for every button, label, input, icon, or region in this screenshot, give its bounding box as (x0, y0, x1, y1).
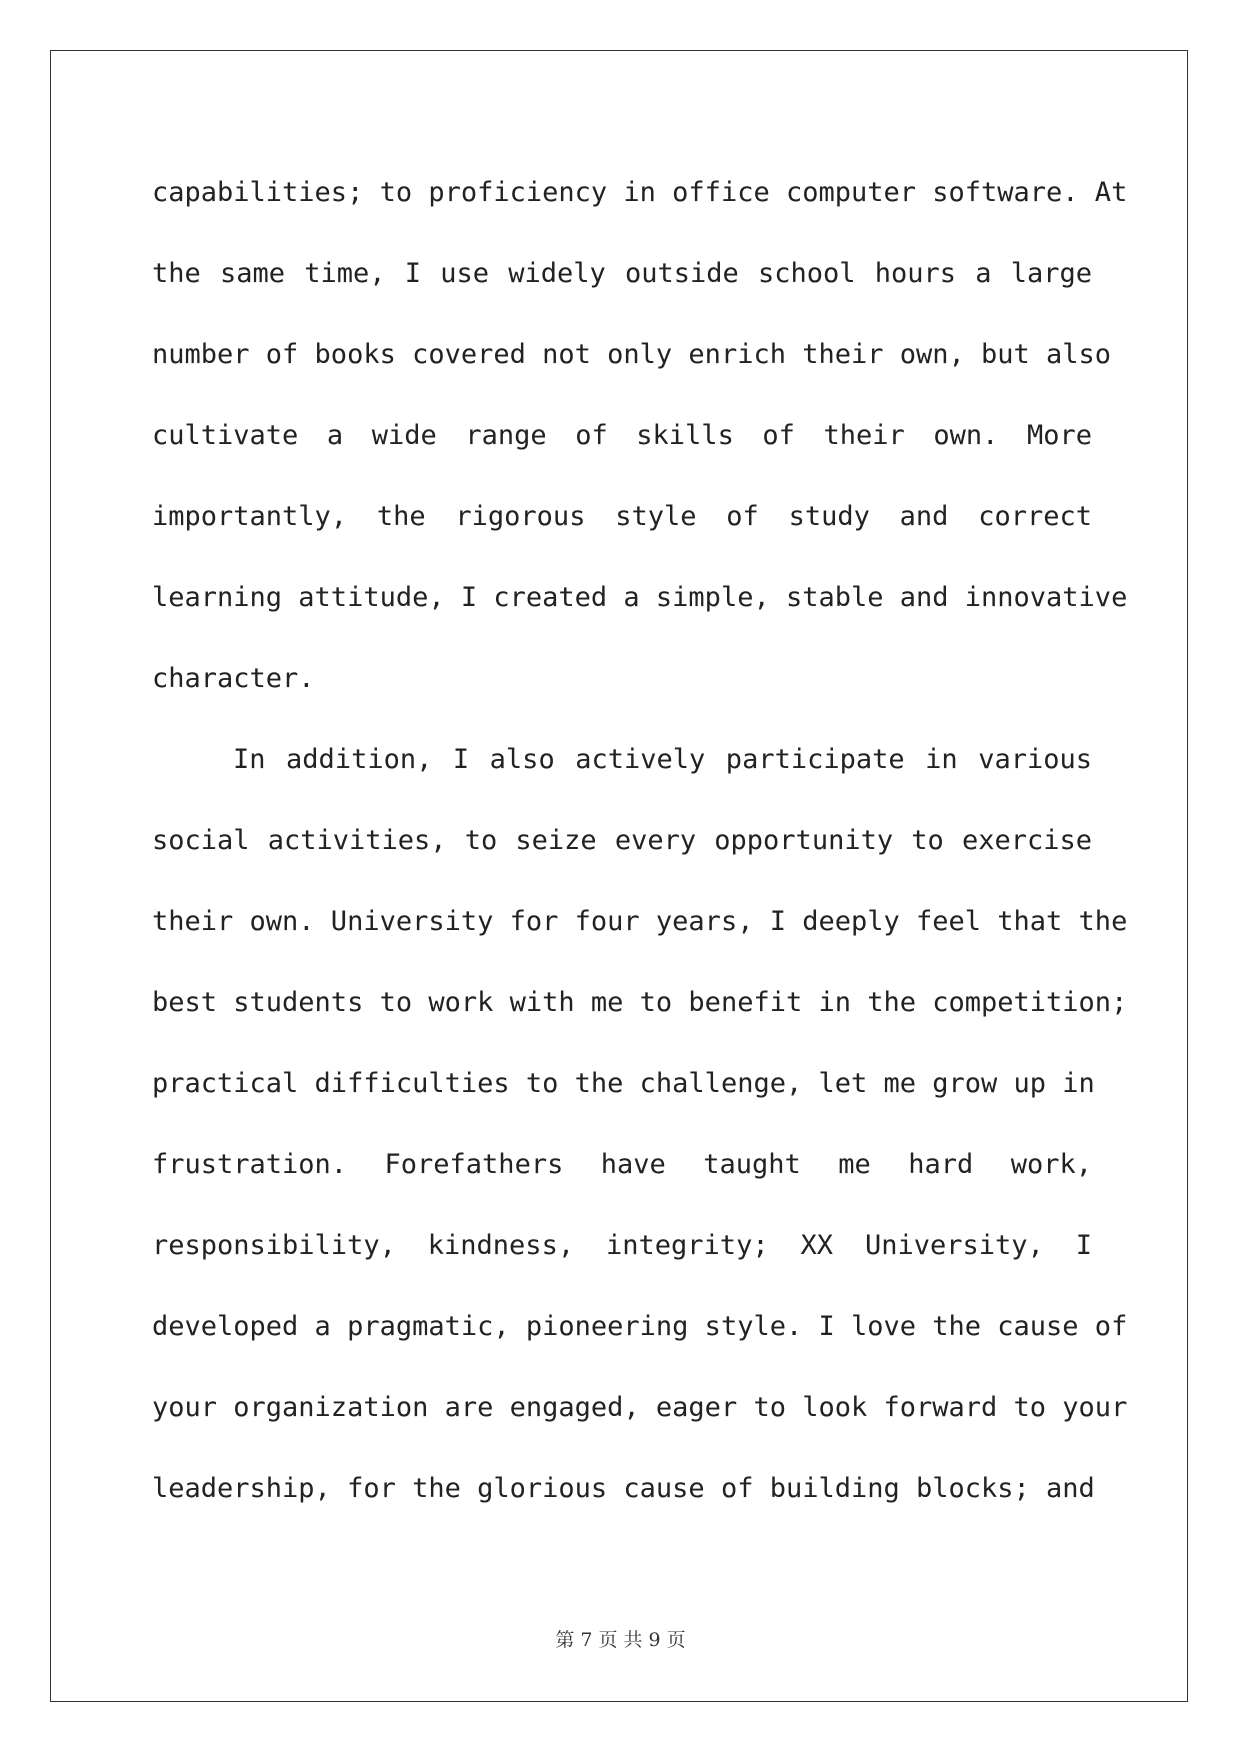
text-line: capabilities; to proficiency in office computer software. At (152, 177, 1128, 208)
text-line: learning attitude, I created a simple, stable and innovative (152, 582, 1128, 613)
text-line: frustration. Forefathers have taught me hard work, (152, 1149, 1092, 1180)
text-line: leadership, for the glorious cause of building blocks; and (152, 1473, 1095, 1504)
text-line: responsibility, kindness, integrity; XX University, I (152, 1230, 1092, 1261)
text-line: number of books covered not only enrich their own, but also (152, 339, 1112, 370)
text-line: best students to work with me to benefit in the competition; (152, 987, 1128, 1018)
text-line: your organization are engaged, eager to look forward to your (152, 1392, 1128, 1423)
text-line: importantly, the rigorous style of study and correct (152, 501, 1092, 532)
text-line: character. (152, 663, 315, 694)
text-line: social activities, to seize every opportunity to exercise (152, 825, 1092, 856)
page-number-footer: 第 7 页 共 9 页 (555, 1629, 686, 1651)
text-line: their own. University for four years, I deeply feel that the (152, 906, 1128, 937)
paragraph-first-line: In addition, I also actively participate in various (233, 744, 1092, 775)
text-line: the same time, I use widely outside school hours a large (152, 258, 1092, 289)
text-line: developed a pragmatic, pioneering style. I love the cause of (152, 1311, 1128, 1342)
text-line: cultivate a wide range of skills of their own. More (152, 420, 1092, 451)
text-line: practical difficulties to the challenge, let me grow up in (152, 1068, 1095, 1099)
page-border (50, 50, 1188, 1702)
